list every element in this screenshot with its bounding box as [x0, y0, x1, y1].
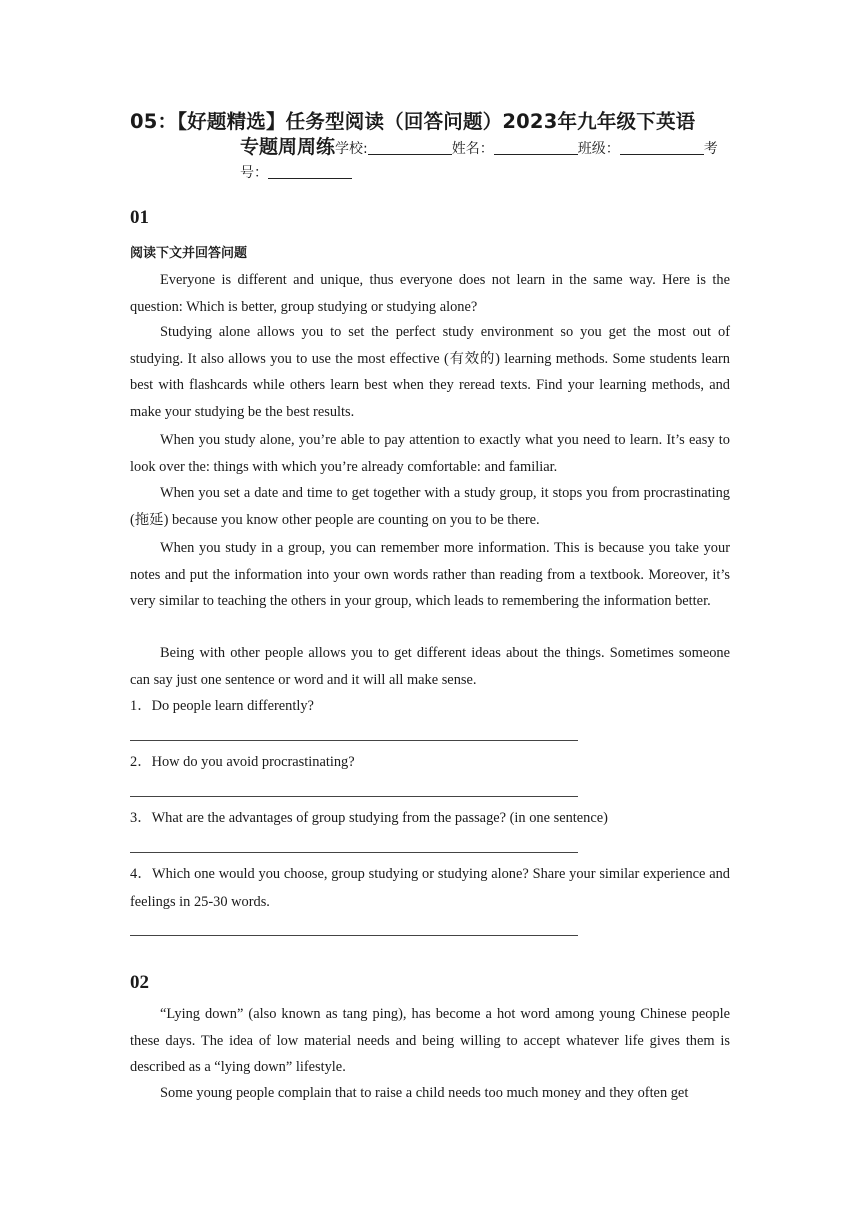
exam-number-label: 考号：: [240, 141, 718, 181]
passage-paragraph: Being with other people allows you to get different ideas about the things. Sometimes someone can say just one sentence or word and it will all make sense.: [130, 645, 730, 688]
question-3: 3．What are the advantages of group studying from the passage? (in one sentence): [130, 810, 608, 826]
class-label: 班级：: [577, 141, 620, 157]
section-number: 02: [130, 972, 149, 993]
section-number: 01: [130, 207, 149, 228]
question-1: 1．Do people learn differently?: [130, 698, 314, 714]
answer-line[interactable]: [130, 935, 578, 936]
passage-paragraph: “Lying down” (also known as tang ping), has become a hot word among young Chinese people these days. The idea of low material needs and being willing to accept whatever life gives them is described as a “lying down” lifestyle.: [130, 1006, 730, 1075]
name-blank: [494, 140, 578, 155]
answer-line[interactable]: [130, 740, 578, 741]
passage-paragraph: Studying alone allows you to set the perfect study environment so you get the most out of studying. It also allows you to use the most effective (有效的) learning methods. Some students learn best with flashcards while others learn best when they reread texts. Find your learning methods, and make your studying be the best results.: [130, 324, 730, 420]
exam-number-blank: [268, 164, 352, 179]
passage-paragraph: Everyone is different and unique, thus everyone does not learn in the same way. Here is the question: Which is better, group studying or studying alone?: [130, 272, 730, 315]
passage-paragraph: When you study alone, you’re able to pay attention to exactly what you need to learn. It’s easy to look over the: things with which you’re already comfortable: and familiar.: [130, 432, 730, 475]
passage-paragraph: Some young people complain that to raise a child needs too much money and they often get: [160, 1085, 689, 1101]
name-label: 姓名：: [451, 141, 494, 157]
question-2: 2．How do you avoid procrastinating?: [130, 754, 355, 770]
document-subtitle: 专题周周练: [240, 136, 336, 158]
answer-line[interactable]: [130, 852, 578, 853]
student-info-line: [240, 135, 732, 185]
school-label: 学校:: [335, 141, 368, 157]
class-blank: [620, 140, 704, 155]
question-4: 4．Which one would you choose, group studying or studying alone? Share your similar experience and feelings in 25-30 words.: [130, 866, 730, 910]
passage-paragraph: When you set a date and time to get together with a study group, it stops you from procrastinating (拖延) because you know other people are counting on you to be there.: [130, 485, 730, 528]
answer-line[interactable]: [130, 796, 578, 797]
school-blank: [368, 140, 452, 155]
document-title: 05：【好题精选】任务型阅读（回答问题）2023年九年级下英语: [130, 110, 696, 133]
section-instruction: 阅读下文并回答问题: [130, 246, 248, 261]
passage-paragraph: When you study in a group, you can remember more information. This is because you take your notes and put the information into your own words rather than reading from a textbook. Moreover, it’s very similar to teaching the others in your group, which leads to remembering the information better.: [130, 540, 730, 609]
